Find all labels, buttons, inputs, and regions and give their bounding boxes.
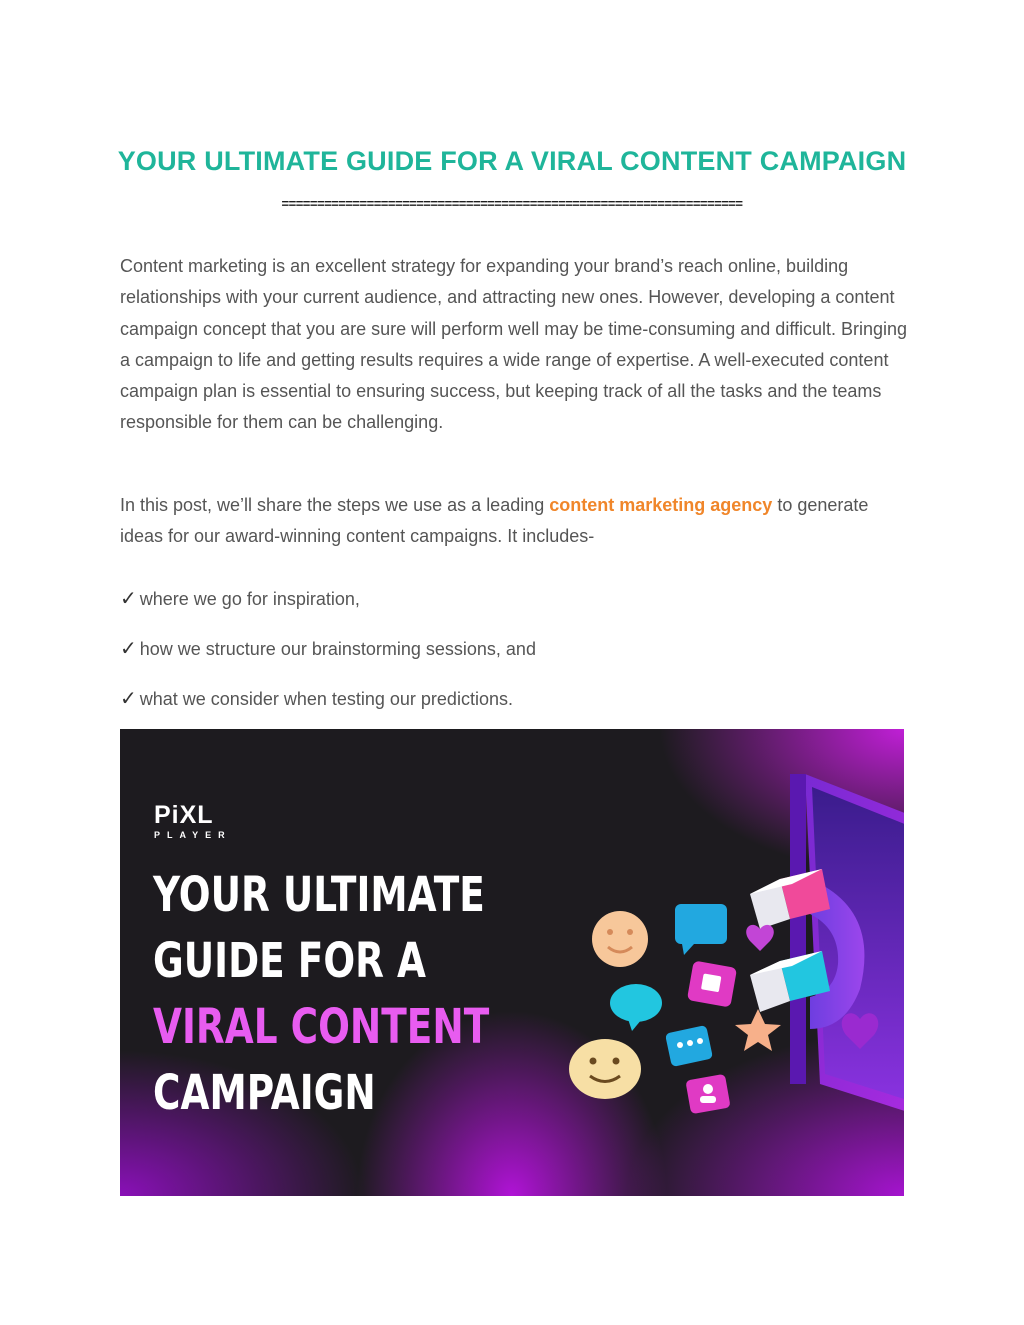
post-text-before: In this post, we’ll share the steps we use as a leading [120,495,550,515]
banner-headline-line: GUIDE FOR A [153,933,426,989]
checklist-item-text: how we structure our brainstorming sessions, and [139,639,536,659]
phone-magnet-illustration [450,729,904,1196]
user-icon [685,1074,730,1114]
check-icon: ✓ [120,688,137,710]
checklist-item-text: what we consider when testing our predictions. [139,689,513,709]
banner-image [120,729,904,1196]
like-icon [687,960,737,1007]
pixl-logo-subtitle: PLAYER [154,830,232,840]
chat-bubble-icon [610,984,662,1031]
check-icon: ✓ [120,638,137,660]
smiley-icon [592,911,648,967]
checklist-item-text: where we go for inspiration, [139,589,360,609]
banner-headline-line: CAMPAIGN [153,1065,376,1121]
post-text-after: to generate ideas for our award-winning content campaigns. It includes- [120,495,869,547]
checklist-item [120,686,513,711]
intro-paragraph: Content marketing is an excellent strategy for expanding your brand’s reach online, building relationships with your current audience, and attracting new ones. However, developing a content campaign concept that you are sure will perform well may be time-consuming and difficult. Bringing a campaign to life and getting results requires a wide range of expertise. A well-executed content campaign plan is essential to ensuring success, but keeping track of all the tasks and the teams responsible for them can be challenging. [120,256,908,433]
page-title: YOUR ULTIMATE GUIDE FOR A VIRAL CONTENT CAMPAIGN [117,146,907,176]
checklist-item [120,586,360,611]
pixl-logo: PiXL [154,801,214,829]
chat-bubble-icon [675,904,727,955]
smiley-icon [569,1039,641,1099]
banner-headline-line: YOUR ULTIMATE [153,867,485,923]
title-divider: ================================================================= [281,196,743,211]
message-icon [665,1025,713,1067]
banner-headline-accent: VIRAL CONTENT [153,999,490,1055]
post-paragraph [120,490,910,553]
checklist-item [120,636,536,661]
content-marketing-agency-link[interactable]: content marketing agency [549,495,773,515]
star-icon [735,1009,781,1051]
check-icon: ✓ [120,588,137,610]
